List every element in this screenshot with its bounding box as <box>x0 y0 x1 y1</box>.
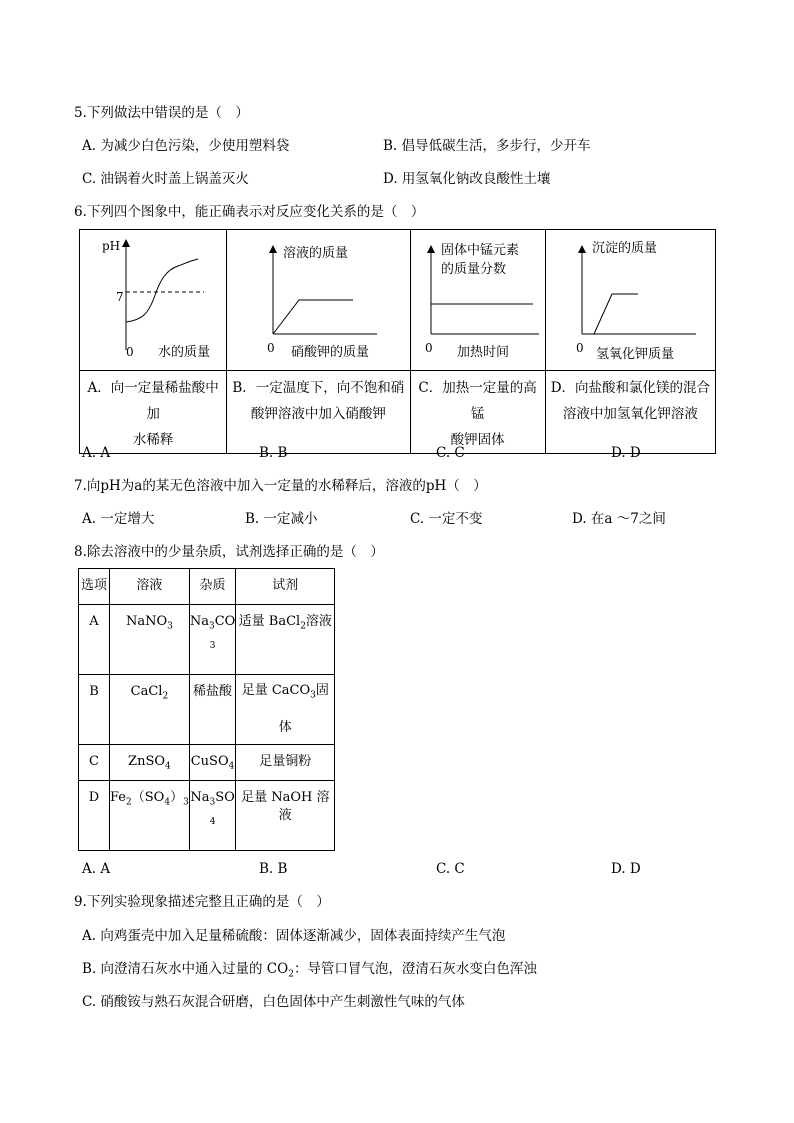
q5-option-a[interactable]: A. 为减少白色污染，少使用塑料袋 <box>82 138 290 154</box>
row-a-impurity: $Na_3CO$ 3 <box>189 605 235 675</box>
row-b-reagent: 足量 CaCO$_3$固 体 <box>236 675 335 745</box>
q8-header-solution: 溶液 <box>110 569 190 605</box>
graph-a <box>80 230 226 366</box>
q6-answer-d[interactable]: D. D <box>611 445 641 461</box>
graph-d-xlabel: 氢氧化钾质量 <box>595 347 674 362</box>
graph-a-origin: 0 <box>126 345 134 359</box>
q8-answer-c[interactable]: C. C <box>436 861 465 877</box>
graph-a-xlabel: 水的质量 <box>158 345 211 360</box>
graph-d-caption <box>545 371 715 454</box>
graph-c-xlabel: 加热时间 <box>456 345 509 360</box>
table-row <box>79 745 335 781</box>
graph-b-ylabel: 溶液的质量 <box>283 246 349 261</box>
row-a-solution: NaNO$_3$ <box>110 605 190 675</box>
q7-option-c[interactable]: C. 一定不变 <box>410 511 483 527</box>
graph-a-cell <box>80 230 227 371</box>
graph-a-caption <box>80 371 227 454</box>
q9-option-c[interactable]: C. 硝酸铵与熟石灰混合研磨，白色固体中产生刺激性气味的气体 <box>82 994 465 1010</box>
caption-d-line2: 溶液中加氢氧化钾溶液 <box>562 406 698 422</box>
caption-a-line1: A．向一定量稀盐酸中加 <box>87 380 219 422</box>
row-b-option: B <box>79 675 110 745</box>
row-b-solution: CaCl$_2$ <box>110 675 190 745</box>
q8-header-reagent: 试剂 <box>236 569 335 605</box>
q9-stem: 9.下列实验现象描述完整且正确的是（ ） <box>74 894 330 910</box>
graph-b-cell <box>227 230 410 371</box>
q6-answer-a[interactable]: A. A <box>82 445 111 461</box>
q5-stem: 5.下列做法中错误的是（ ） <box>74 105 249 121</box>
row-c-reagent: 足量铜粉 <box>236 745 335 781</box>
graph-c-ylabel-line2: 的质量分数 <box>440 262 506 277</box>
row-c-solution: ZnSO$_4$ <box>110 745 190 781</box>
row-d-solution: $Fe_2(SO_4)_3$ <box>110 781 190 851</box>
q8-answer-a[interactable]: A. A <box>82 861 111 877</box>
q8-answer-b[interactable]: B. B <box>259 861 288 877</box>
caption-a-line2: 水稀释 <box>132 432 174 448</box>
q7-option-b[interactable]: B. 一定减小 <box>245 511 318 527</box>
caption-d-line1: D．向盐酸和氯化镁的混合 <box>550 380 711 396</box>
graph-d-ylabel: 沉淀的质量 <box>591 241 657 256</box>
graph-d <box>546 230 715 366</box>
q6-stem: 6.下列四个图象中，能正确表示对反应变化关系的是（ ） <box>74 204 425 220</box>
q9-option-a[interactable]: A. 向鸡蛋壳中加入足量稀硫酸：固体逐渐减少，固体表面持续产生气泡 <box>82 928 506 944</box>
table-row <box>79 675 335 745</box>
row-c-impurity: CuSO$_4$ <box>189 745 235 781</box>
graph-a-tick-7: 7 <box>116 290 124 304</box>
q8-stem: 8.除去溶液中的少量杂质，试剂选择正确的是（ ） <box>74 544 384 560</box>
graph-b-xlabel: 硝酸钾的质量 <box>291 345 370 360</box>
q8-table <box>78 568 335 851</box>
q5-option-d[interactable]: D. 用氢氧化钠改良酸性土壤 <box>383 171 551 187</box>
q7-stem: 7.向pH为a的某无色溶液中加入一定量的水稀释后，溶液的pH（ ） <box>74 478 487 494</box>
row-d-impurity: $Na_3SO$ 4 <box>189 781 235 851</box>
row-a-option: A <box>79 605 110 675</box>
graph-b-origin: 0 <box>267 341 275 355</box>
q8-answer-d[interactable]: D. D <box>611 861 641 877</box>
graph-d-cell <box>545 230 715 371</box>
graph-b-caption <box>227 371 410 454</box>
table-row <box>79 781 335 851</box>
q5-option-c[interactable]: C. 油锅着火时盖上锅盖灭火 <box>82 171 249 187</box>
row-b-impurity: 稀盐酸 <box>189 675 235 745</box>
graph-c-ylabel-line1: 固体中锰元素 <box>440 243 519 258</box>
q7-option-a[interactable]: A. 一定增大 <box>82 511 155 527</box>
caption-c-line1: C．加热一定量的高锰 <box>418 380 537 422</box>
q6-graph-table <box>79 229 716 454</box>
q8-header-impurity: 杂质 <box>189 569 235 605</box>
graph-c-origin: 0 <box>424 341 433 355</box>
row-a-reagent: 适量 BaCl$_2$溶液 <box>236 605 335 675</box>
q8-header-option: 选项 <box>79 569 110 605</box>
row-d-option: D <box>79 781 110 851</box>
graph-c <box>411 230 545 366</box>
q6-answer-b[interactable]: B. B <box>259 445 288 461</box>
q7-option-d[interactable]: D. 在a ～7之间 <box>572 511 666 527</box>
caption-b-line1: B．一定温度下，向不饱和硝 <box>232 380 405 396</box>
row-c-option: C <box>79 745 110 781</box>
table-row <box>79 605 335 675</box>
q9-option-b[interactable]: B. 向澄清石灰水中通入过量的 $CO_2$：导管口冒气泡，澄清石灰水变白色浑浊 <box>82 961 537 980</box>
q6-answer-c[interactable]: C. C <box>436 445 465 461</box>
graph-c-cell <box>410 230 545 371</box>
q5-option-b[interactable]: B. 倡导低碳生活，多步行，少开车 <box>383 138 591 154</box>
caption-c-line2: 酸钾固体 <box>450 432 505 448</box>
graph-b <box>227 230 409 366</box>
graph-d-origin: 0 <box>575 341 584 355</box>
graph-a-ylabel: pH <box>102 239 121 253</box>
row-d-reagent: 足量 NaOH 溶液 <box>236 781 335 851</box>
caption-b-line2: 酸钾溶液中加入硝酸钾 <box>250 406 386 422</box>
graph-c-caption <box>410 371 545 454</box>
